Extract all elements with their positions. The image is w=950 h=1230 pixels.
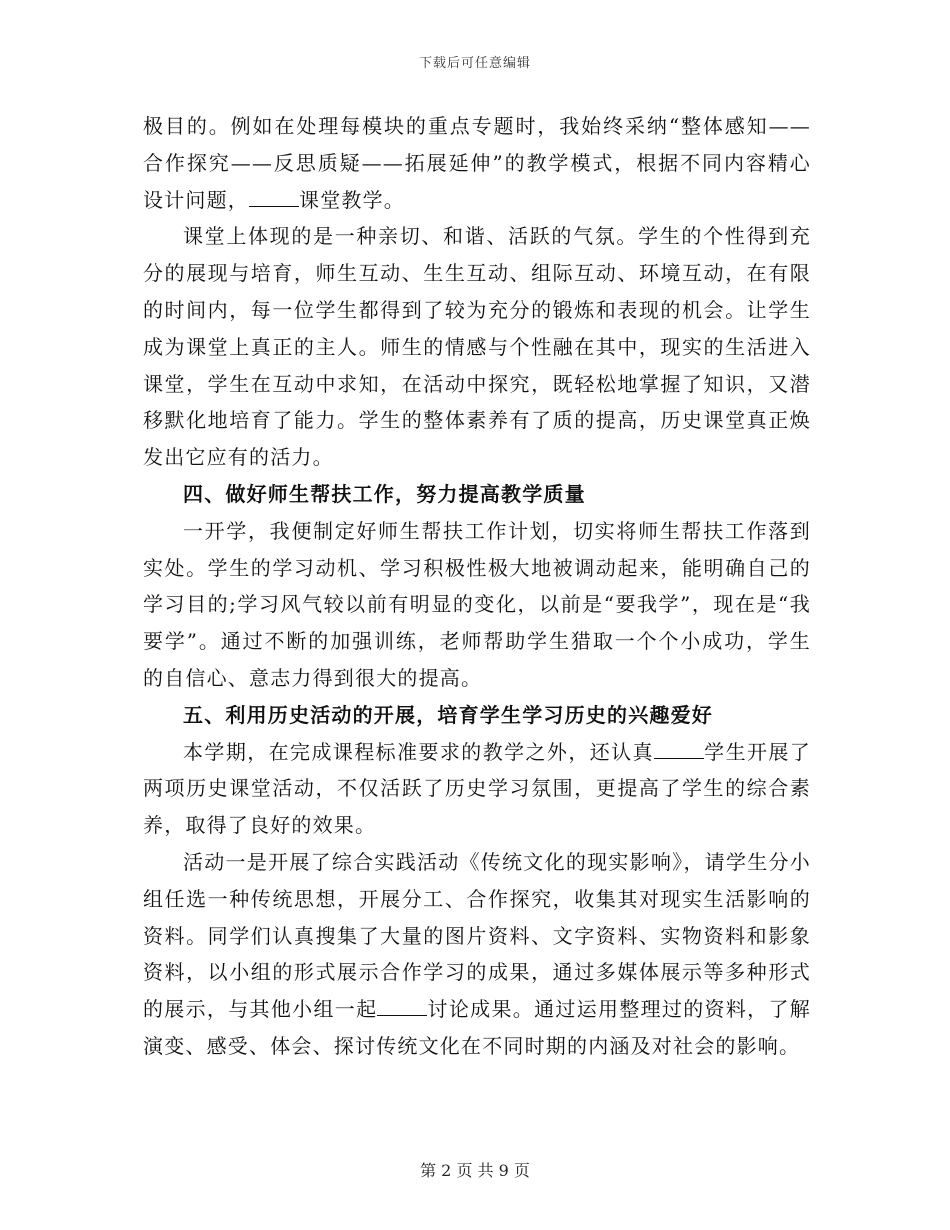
paragraph-2: 课堂上体现的是一种亲切、和谐、活跃的气氛。学生的个性得到充分的展现与培育，师生互动、生生互动、组际互动、环境互动，在有限的时间内，每一位学生都得到了较为充分的锻炼和表现的机会。让学生成为课堂上真正的主人。师生的情感与个性融在其中，现实的生活进入课堂，学生在互动中求知，在活动中探究，既轻松地掌握了知识，又潜移默化地培育了能力。学生的整体素养有了质的提高，历史课堂真正焕发出它应有的活力。: [143, 224, 811, 470]
section-heading-5: 五、利用历史活动的开展，培育学生学习历史的兴趣爱好: [183, 702, 713, 727]
paragraph-1-text-b: 课堂教学。: [299, 187, 405, 212]
paragraph-1: [143, 108, 811, 218]
paragraph-1-text-a: 极目的。例如在处理每模块的重点专题时，我始终采纳“整体感知——合作探究——反思质疑——拓展延伸”的教学模式，根据不同内容精心设计问题，: [143, 114, 811, 212]
paragraph-4: [143, 734, 811, 844]
paragraph-4-text-b: 学生开展了两项历史课堂活动，不仅活跃了历史学习氛围，更提高了学生的综合素养，取得了良好的效果。: [143, 739, 812, 838]
fill-blank: [654, 740, 704, 759]
section-heading-4: 四、做好师生帮扶工作，努力提高教学质量: [183, 481, 586, 506]
paragraph-4-text-a: 本学期，在完成课程标准要求的教学之外，还认真: [183, 739, 654, 764]
document-body: [143, 108, 811, 1065]
page-header-note: 下载后可任意编辑: [418, 56, 531, 71]
paragraph-3: 一开学，我便制定好师生帮扶工作计划，切实将师生帮扶工作落到实处。学生的学习动机、学习积极性极大地被调动起来，能明确自己的学习目的;学习风气较以前有明显的变化，以前是“要我学”，现在是“我要学”。通过不断的加强训练，老师帮助学生猎取一个个小成功，学生的自信心、意志力得到很大的提高。: [143, 518, 811, 690]
paragraph-5-text-a: 活动一是开展了综合实践活动《传统文化的现实影响》，请学生分小组任选一种传统思想，开展分工、合作探究，收集其对现实生活影响的资料。同学们认真搜集了大量的图片资料、文字资料、实物资料和影象资料，以小组的形式展示合作学习的成果，通过多媒体展示等多种形式的展示，与其他小组一起: [143, 849, 811, 1022]
paragraph-5-text-b: 讨论成果。通过运用整理过的资料，了解演变、感受、体会、探讨传统文化在不同时期的内涵及对社会的影响。: [143, 997, 812, 1058]
fill-blank: [377, 997, 427, 1016]
paragraph-5: [143, 844, 811, 1065]
page-number: 第 2 页 共 9 页: [420, 1161, 530, 1180]
fill-blank: [249, 188, 299, 207]
